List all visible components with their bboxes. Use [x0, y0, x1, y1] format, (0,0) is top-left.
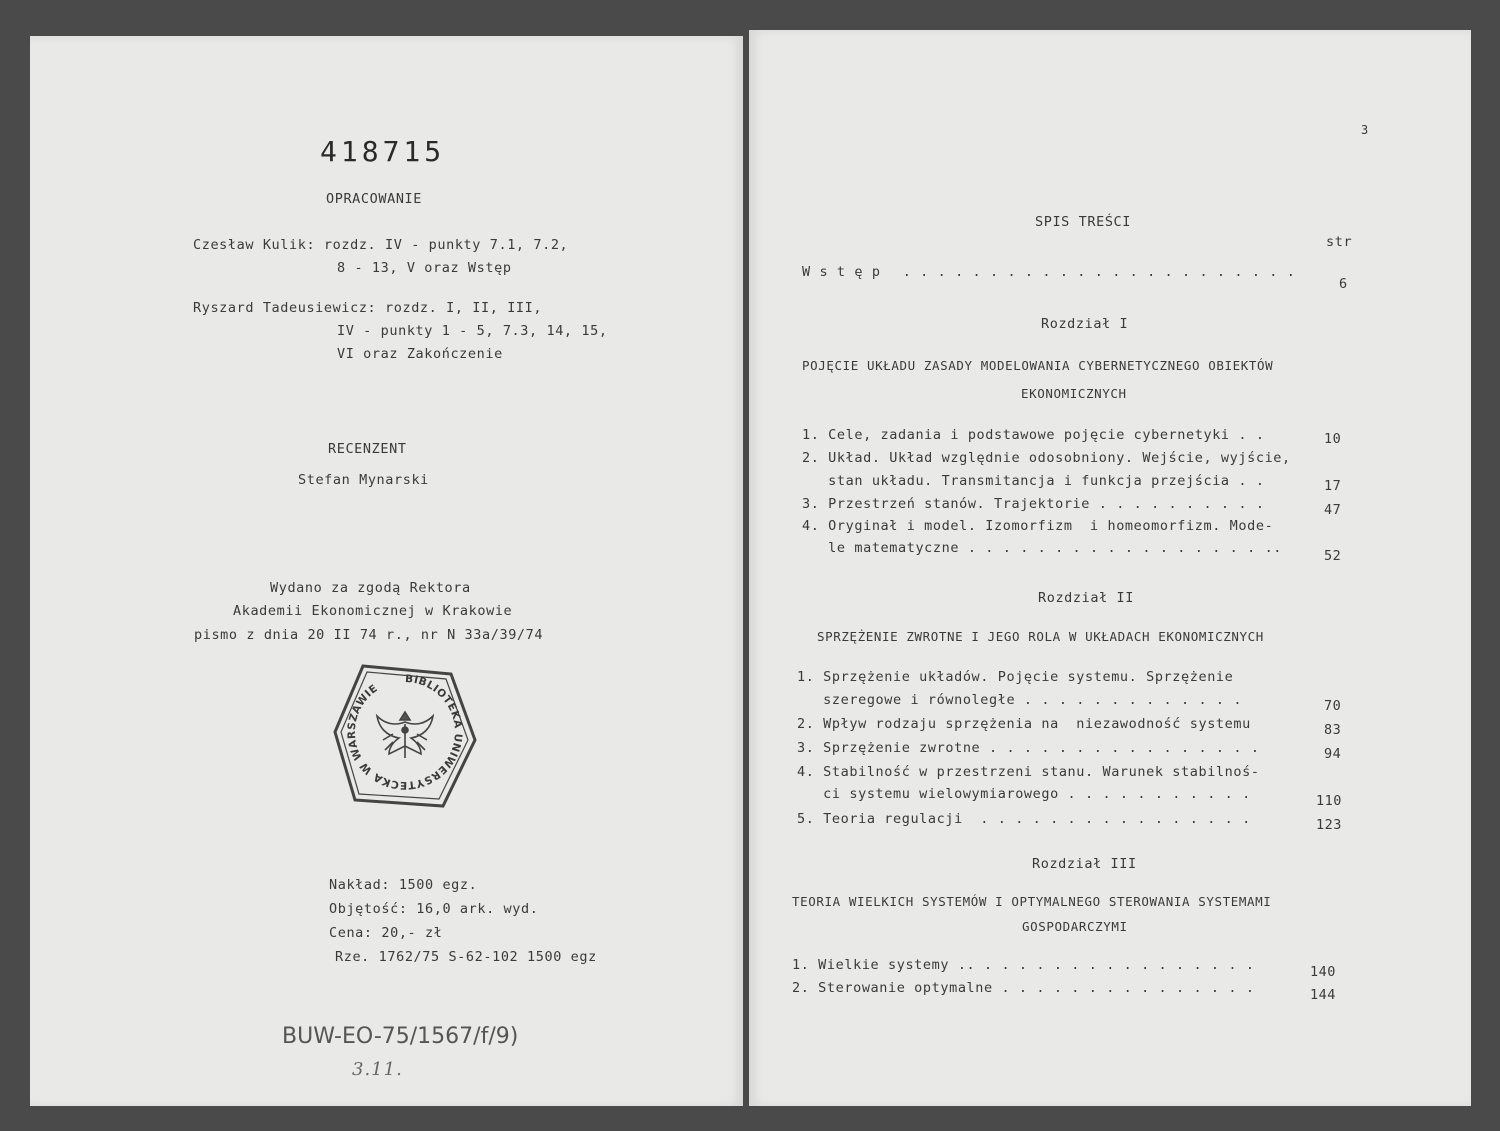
imprint-objetosc: Objętość: 16,0 ark. wyd.	[329, 901, 539, 917]
left-page	[30, 36, 743, 1106]
chapter-1-title-line-1: POJĘCIE UKŁADU ZASADY MODELOWANIA CYBERNETYCZNEGO OBIEKTÓW	[802, 358, 1274, 373]
toc-entry-1-3: 3. Przestrzeń stanów. Trajektorie . . . . . . . . . .	[802, 496, 1265, 512]
toc-entry-1-2-line-1: 2. Układ. Układ względnie odosobniony. Wejście, wyjście,	[802, 450, 1291, 466]
toc-entry-2-5: 5. Teoria regulacji . . . . . . . . . . . . . . . .	[797, 811, 1251, 827]
publication-line-1: Wydano za zgodą Rektora	[270, 580, 471, 596]
library-stamp	[333, 660, 478, 810]
chapter-3-heading: Rozdział III	[1032, 856, 1137, 872]
imprint-naklad: Nakład: 1500 egz.	[329, 877, 478, 893]
publication-line-2: Akademii Ekonomicznej w Krakowie	[233, 603, 513, 619]
toc-entry-3-1: 1. Wielkie systemy .. . . . . . . . . . . . . . . . .	[792, 957, 1255, 973]
toc-entry-1-4-line-1: 4. Oryginał i model. Izomorfizm i homeomorfizm. Mode-	[802, 518, 1274, 534]
toc-entry-1-2-line-2: stan układu. Transmitancja i funkcja przejścia . .	[802, 473, 1265, 489]
toc-entry-2-1-page: 70	[1324, 698, 1342, 714]
recenzent-name: Stefan Mynarski	[298, 472, 429, 488]
publication-line-3: pismo z dnia 20 II 74 r., nr N 33a/39/74	[194, 627, 544, 643]
recenzent-label: RECENZENT	[328, 441, 407, 457]
document-number: 418715	[320, 135, 446, 168]
toc-entry-2-4-line-2: ci systemu wielowymiarowego . . . . . . . . . . .	[797, 786, 1251, 802]
author-2-line-2: IV - punkty 1 - 5, 7.3, 14, 15,	[337, 323, 608, 339]
toc-entry-1-3-page: 47	[1324, 502, 1342, 518]
imprint-cena: Cena: 20,- zł	[329, 925, 443, 941]
author-1-line-2: 8 - 13, V oraz Wstęp	[337, 260, 512, 276]
chapter-3-title-line-2: GOSPODARCZYMI	[1022, 919, 1128, 934]
toc-entry-2-1-line-2: szeregowe i równoległe . . . . . . . . . . . . .	[797, 692, 1243, 708]
right-page	[749, 30, 1471, 1106]
toc-entry-3-2-page: 144	[1310, 987, 1336, 1003]
toc-entry-2-5-page: 123	[1316, 817, 1342, 833]
toc-entry-2-2-page: 83	[1324, 722, 1342, 738]
stamp-ring-text: BIBLIOTEKA UNIWERSYTECKA W WARSZAWIE	[345, 672, 465, 792]
opracowanie-label: OPRACOWANIE	[326, 191, 423, 207]
toc-entry-1-4-line-2: le matematyczne . . . . . . . . . . . . . . . . . ..	[802, 540, 1283, 556]
author-1-line-1: Czesław Kulik: rozdz. IV - punkty 7.1, 7.2,	[193, 237, 569, 253]
chapter-2-heading: Rozdział II	[1038, 590, 1135, 606]
toc-entry-2-2: 2. Wpływ rodzaju sprzężenia na niezawodność systemu	[797, 716, 1251, 732]
eagle-emblem-icon	[377, 712, 433, 758]
toc-entry-1-4-page: 52	[1324, 548, 1342, 564]
page-number: 3	[1361, 123, 1369, 137]
intro-label: W s t ę p	[802, 264, 881, 280]
toc-entry-1-1-page: 10	[1324, 431, 1342, 447]
toc-entry-2-3-page: 94	[1324, 746, 1342, 762]
signature-date: 3.11.	[352, 1059, 403, 1080]
toc-entry-2-4-line-1: 4. Stabilność w przestrzeni stanu. Warunek stabilnoś-	[797, 764, 1260, 780]
imprint-rze: Rze. 1762/75 S-62-102 1500 egz	[335, 949, 597, 965]
toc-entry-3-2: 2. Sterowanie optymalne . . . . . . . . . . . . . . .	[792, 980, 1255, 996]
chapter-2-title: SPRZĘŻENIE ZWROTNE I JEGO ROLA W UKŁADACH EKONOMICZNYCH	[817, 629, 1264, 644]
author-2-line-3: VI oraz Zakończenie	[337, 346, 503, 362]
str-label: str	[1326, 234, 1353, 250]
chapter-1-heading: Rozdział I	[1041, 316, 1129, 332]
chapter-3-title-line-1: TEORIA WIELKICH SYSTEMÓW I OPTYMALNEGO STEROWANIA SYSTEMAMI	[792, 894, 1272, 909]
toc-entry-2-3: 3. Sprzężenie zwrotne . . . . . . . . . . . . . . . .	[797, 740, 1260, 756]
chapter-1-title-line-2: EKONOMICZNYCH	[1021, 386, 1127, 401]
toc-entry-2-1-line-1: 1. Sprzężenie układów. Pojęcie systemu. Sprzężenie	[797, 669, 1234, 685]
intro-page: 6	[1339, 276, 1348, 292]
author-2-line-1: Ryszard Tadeusiewicz: rozdz. I, II, III,	[193, 300, 543, 316]
intro-dots: . . . . . . . . . . . . . . . . . . . . . . .	[894, 264, 1296, 280]
toc-title: SPIS TREŚCI	[1035, 214, 1132, 230]
toc-entry-2-4-page: 110	[1316, 793, 1342, 809]
toc-entry-1-2-page: 17	[1324, 478, 1342, 494]
toc-entry-1-1: 1. Cele, zadania i podstawowe pojęcie cybernetyki . .	[802, 427, 1265, 443]
library-signature: BUW-EO-75/1567/f/9)	[282, 1024, 519, 1049]
toc-entry-3-1-page: 140	[1310, 964, 1336, 980]
